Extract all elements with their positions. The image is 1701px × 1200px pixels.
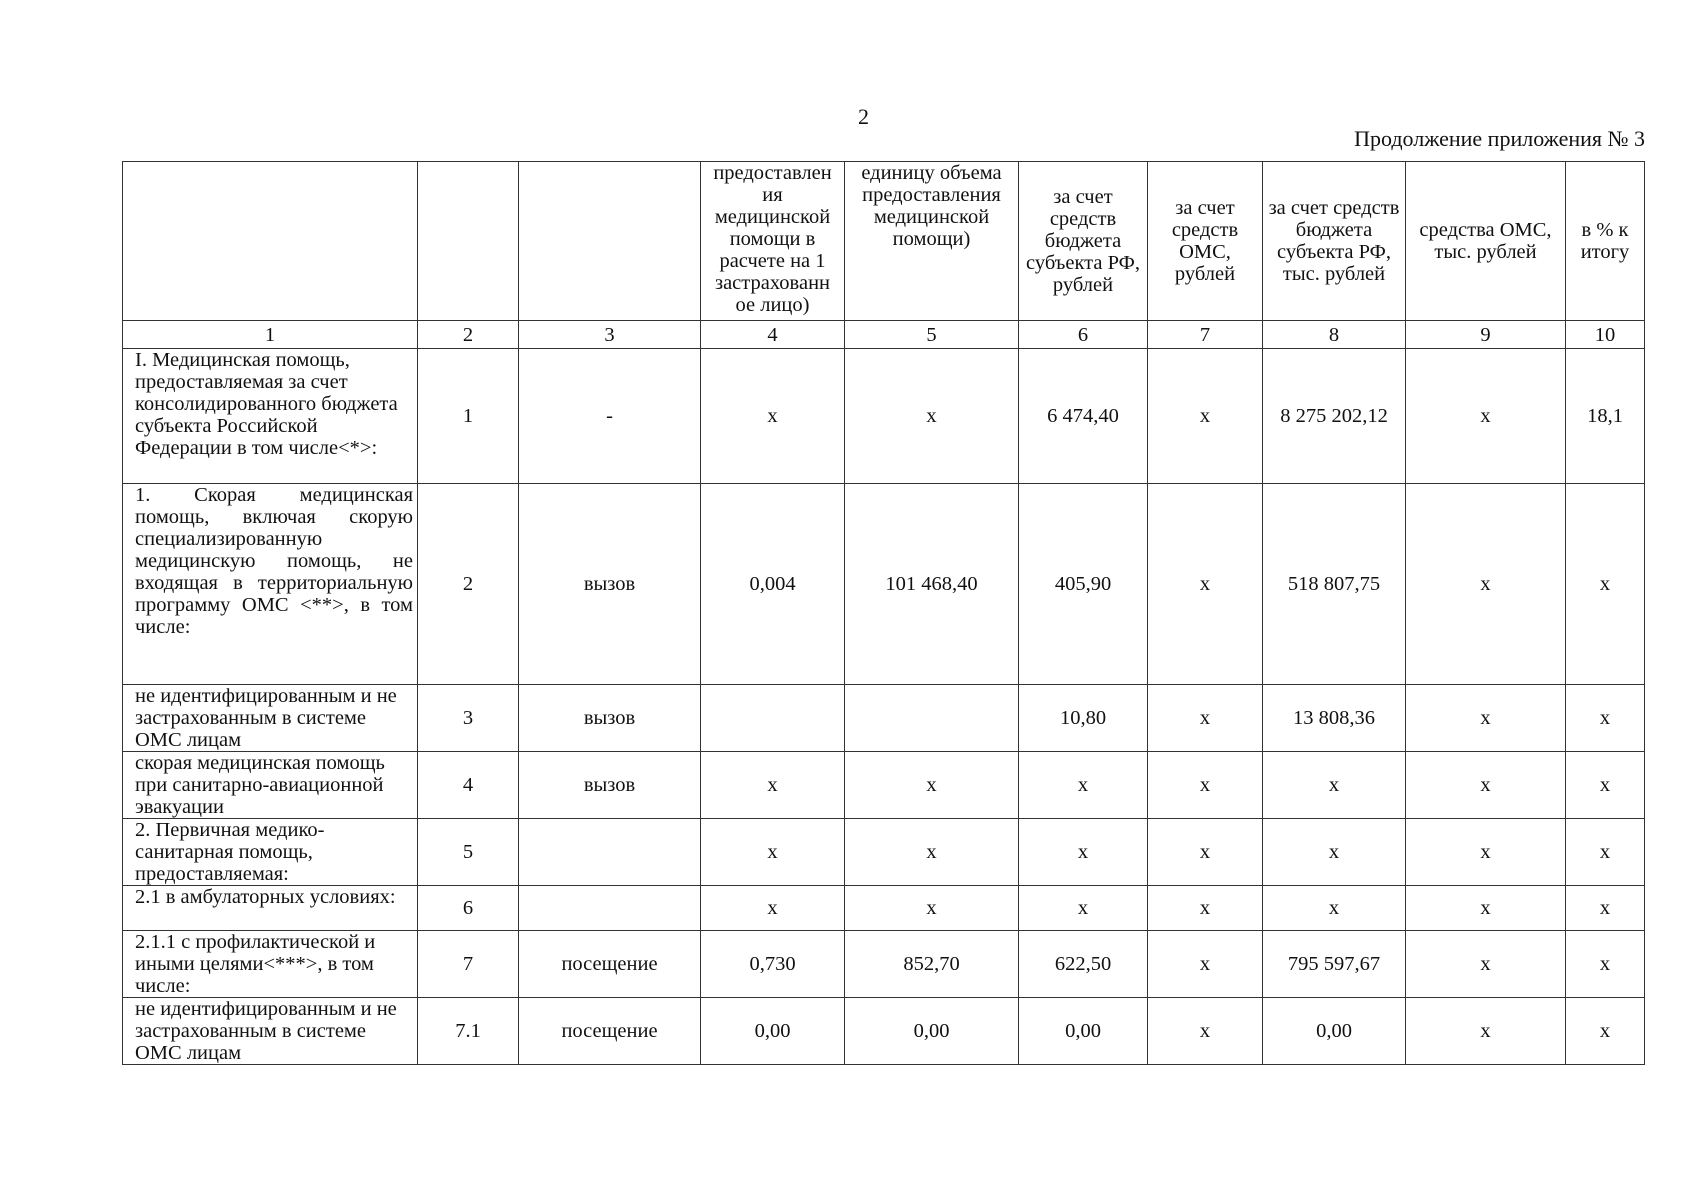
- row-name-cell: не идентифицированным и не застрахованным в системе ОМС лицам: [123, 685, 418, 752]
- volume-cell: x: [701, 752, 845, 819]
- row-name-cell: скорая медицинская помощь при санитарно-авиационной эвакуации: [123, 752, 418, 819]
- percent-cell: x: [1566, 931, 1645, 998]
- header-cell-9: средства ОМС, тыс. рублей: [1406, 162, 1566, 321]
- unit-cell: вызов: [519, 685, 701, 752]
- oms-thousand-cell: x: [1406, 349, 1566, 484]
- row-name-cell: 1. Скорая медицинская помощь, включая скорую специализированную медицинскую помощь, не входящая в территориальную программу ОМС <**>, в том числе:: [123, 484, 418, 685]
- column-number: 10: [1566, 321, 1645, 349]
- oms-thousand-cell: x: [1406, 752, 1566, 819]
- budget-thousand-cell: x: [1263, 886, 1406, 931]
- row-name-cell: 2.1.1 с профилактической и иными целями<***>, в том числе:: [123, 931, 418, 998]
- volume-cell: x: [701, 349, 845, 484]
- table-row: [123, 819, 1645, 886]
- volume-cell: x: [701, 886, 845, 931]
- line-number-cell: 4: [418, 752, 519, 819]
- budget-thousand-cell: 13 808,36: [1263, 685, 1406, 752]
- line-number-cell: 6: [418, 886, 519, 931]
- oms-rub-cell: x: [1148, 998, 1263, 1065]
- line-number-cell: 3: [418, 685, 519, 752]
- column-number: 7: [1148, 321, 1263, 349]
- cost-cell: 852,70: [845, 931, 1019, 998]
- unit-cell: вызов: [519, 752, 701, 819]
- header-cell-3: [519, 162, 701, 321]
- header-cell-4: предоставлен ия медицинской помощи в расчете на 1 застрахованн ое лицо): [701, 162, 845, 321]
- percent-cell: x: [1566, 819, 1645, 886]
- percent-cell: x: [1566, 886, 1645, 931]
- table-header-row: [123, 162, 1645, 321]
- column-number-row: [123, 321, 1645, 349]
- header-cell-10: в % к итогу: [1566, 162, 1645, 321]
- oms-rub-cell: x: [1148, 484, 1263, 685]
- oms-thousand-cell: x: [1406, 819, 1566, 886]
- header-cell-2: [418, 162, 519, 321]
- column-number: 4: [701, 321, 845, 349]
- budget-rub-cell: 622,50: [1019, 931, 1148, 998]
- column-number: 8: [1263, 321, 1406, 349]
- cost-cell: 0,00: [845, 998, 1019, 1065]
- page-number: 2: [858, 104, 869, 129]
- header-cell-6: за счет средств бюджета субъекта РФ, рублей: [1019, 162, 1148, 321]
- percent-cell: x: [1566, 752, 1645, 819]
- budget-thousand-cell: x: [1263, 752, 1406, 819]
- budget-thousand-cell: 0,00: [1263, 998, 1406, 1065]
- unit-cell: вызов: [519, 484, 701, 685]
- volume-cell: 0,730: [701, 931, 845, 998]
- budget-thousand-cell: x: [1263, 819, 1406, 886]
- volume-cell: [701, 685, 845, 752]
- cost-cell: [845, 685, 1019, 752]
- percent-cell: x: [1566, 484, 1645, 685]
- oms-rub-cell: x: [1148, 349, 1263, 484]
- unit-cell: [519, 886, 701, 931]
- volume-cell: x: [701, 819, 845, 886]
- budget-rub-cell: 0,00: [1019, 998, 1148, 1065]
- header-cell-1: [123, 162, 418, 321]
- unit-cell: посещение: [519, 931, 701, 998]
- cost-cell: x: [845, 819, 1019, 886]
- oms-rub-cell: x: [1148, 886, 1263, 931]
- percent-cell: x: [1566, 685, 1645, 752]
- cost-cell: x: [845, 349, 1019, 484]
- oms-thousand-cell: x: [1406, 685, 1566, 752]
- volume-cell: 0,00: [701, 998, 845, 1065]
- line-number-cell: 7: [418, 931, 519, 998]
- unit-cell: -: [519, 349, 701, 484]
- row-name-cell: I. Медицинская помощь, предоставляемая за счет консолидированного бюджета субъекта Российской Федерации в том числе<*>:: [123, 349, 418, 484]
- table-row: [123, 998, 1645, 1065]
- oms-thousand-cell: x: [1406, 484, 1566, 685]
- oms-rub-cell: x: [1148, 819, 1263, 886]
- budget-rub-cell: x: [1019, 886, 1148, 931]
- row-name-cell: не идентифицированным и не застрахованным в системе ОМС лицам: [123, 998, 418, 1065]
- row-name-cell: 2. Первичная медико-санитарная помощь, предоставляемая:: [123, 819, 418, 886]
- budget-thousand-cell: 518 807,75: [1263, 484, 1406, 685]
- table-row: [123, 685, 1645, 752]
- column-number: 2: [418, 321, 519, 349]
- table-row: [123, 484, 1645, 685]
- oms-thousand-cell: x: [1406, 931, 1566, 998]
- table-row: [123, 349, 1645, 484]
- table-row: [123, 886, 1645, 931]
- line-number-cell: 1: [418, 349, 519, 484]
- table-row: [123, 752, 1645, 819]
- line-number-cell: 7.1: [418, 998, 519, 1065]
- oms-thousand-cell: x: [1406, 998, 1566, 1065]
- budget-table: [122, 161, 1645, 1065]
- budget-rub-cell: 405,90: [1019, 484, 1148, 685]
- budget-rub-cell: x: [1019, 752, 1148, 819]
- budget-rub-cell: 6 474,40: [1019, 349, 1148, 484]
- percent-cell: 18,1: [1566, 349, 1645, 484]
- column-number: 1: [123, 321, 418, 349]
- cost-cell: x: [845, 752, 1019, 819]
- budget-rub-cell: 10,80: [1019, 685, 1148, 752]
- oms-thousand-cell: x: [1406, 886, 1566, 931]
- line-number-cell: 5: [418, 819, 519, 886]
- column-number: 3: [519, 321, 701, 349]
- volume-cell: 0,004: [701, 484, 845, 685]
- cost-cell: x: [845, 886, 1019, 931]
- column-number: 5: [845, 321, 1019, 349]
- percent-cell: x: [1566, 998, 1645, 1065]
- appendix-continuation-label: Продолжение приложения № 3: [1354, 126, 1645, 151]
- row-name-cell: 2.1 в амбулаторных условиях:: [123, 886, 418, 931]
- budget-rub-cell: x: [1019, 819, 1148, 886]
- unit-cell: [519, 819, 701, 886]
- header-cell-5: единицу объема предоставления медицинской помощи): [845, 162, 1019, 321]
- budget-thousand-cell: 795 597,67: [1263, 931, 1406, 998]
- table-row: [123, 931, 1645, 998]
- oms-rub-cell: x: [1148, 931, 1263, 998]
- oms-rub-cell: x: [1148, 752, 1263, 819]
- unit-cell: посещение: [519, 998, 701, 1065]
- cost-cell: 101 468,40: [845, 484, 1019, 685]
- column-number: 6: [1019, 321, 1148, 349]
- oms-rub-cell: x: [1148, 685, 1263, 752]
- header-cell-8: за счет средств бюджета субъекта РФ, тыс. рублей: [1263, 162, 1406, 321]
- budget-thousand-cell: 8 275 202,12: [1263, 349, 1406, 484]
- header-cell-7: за счет средств ОМС, рублей: [1148, 162, 1263, 321]
- line-number-cell: 2: [418, 484, 519, 685]
- column-number: 9: [1406, 321, 1566, 349]
